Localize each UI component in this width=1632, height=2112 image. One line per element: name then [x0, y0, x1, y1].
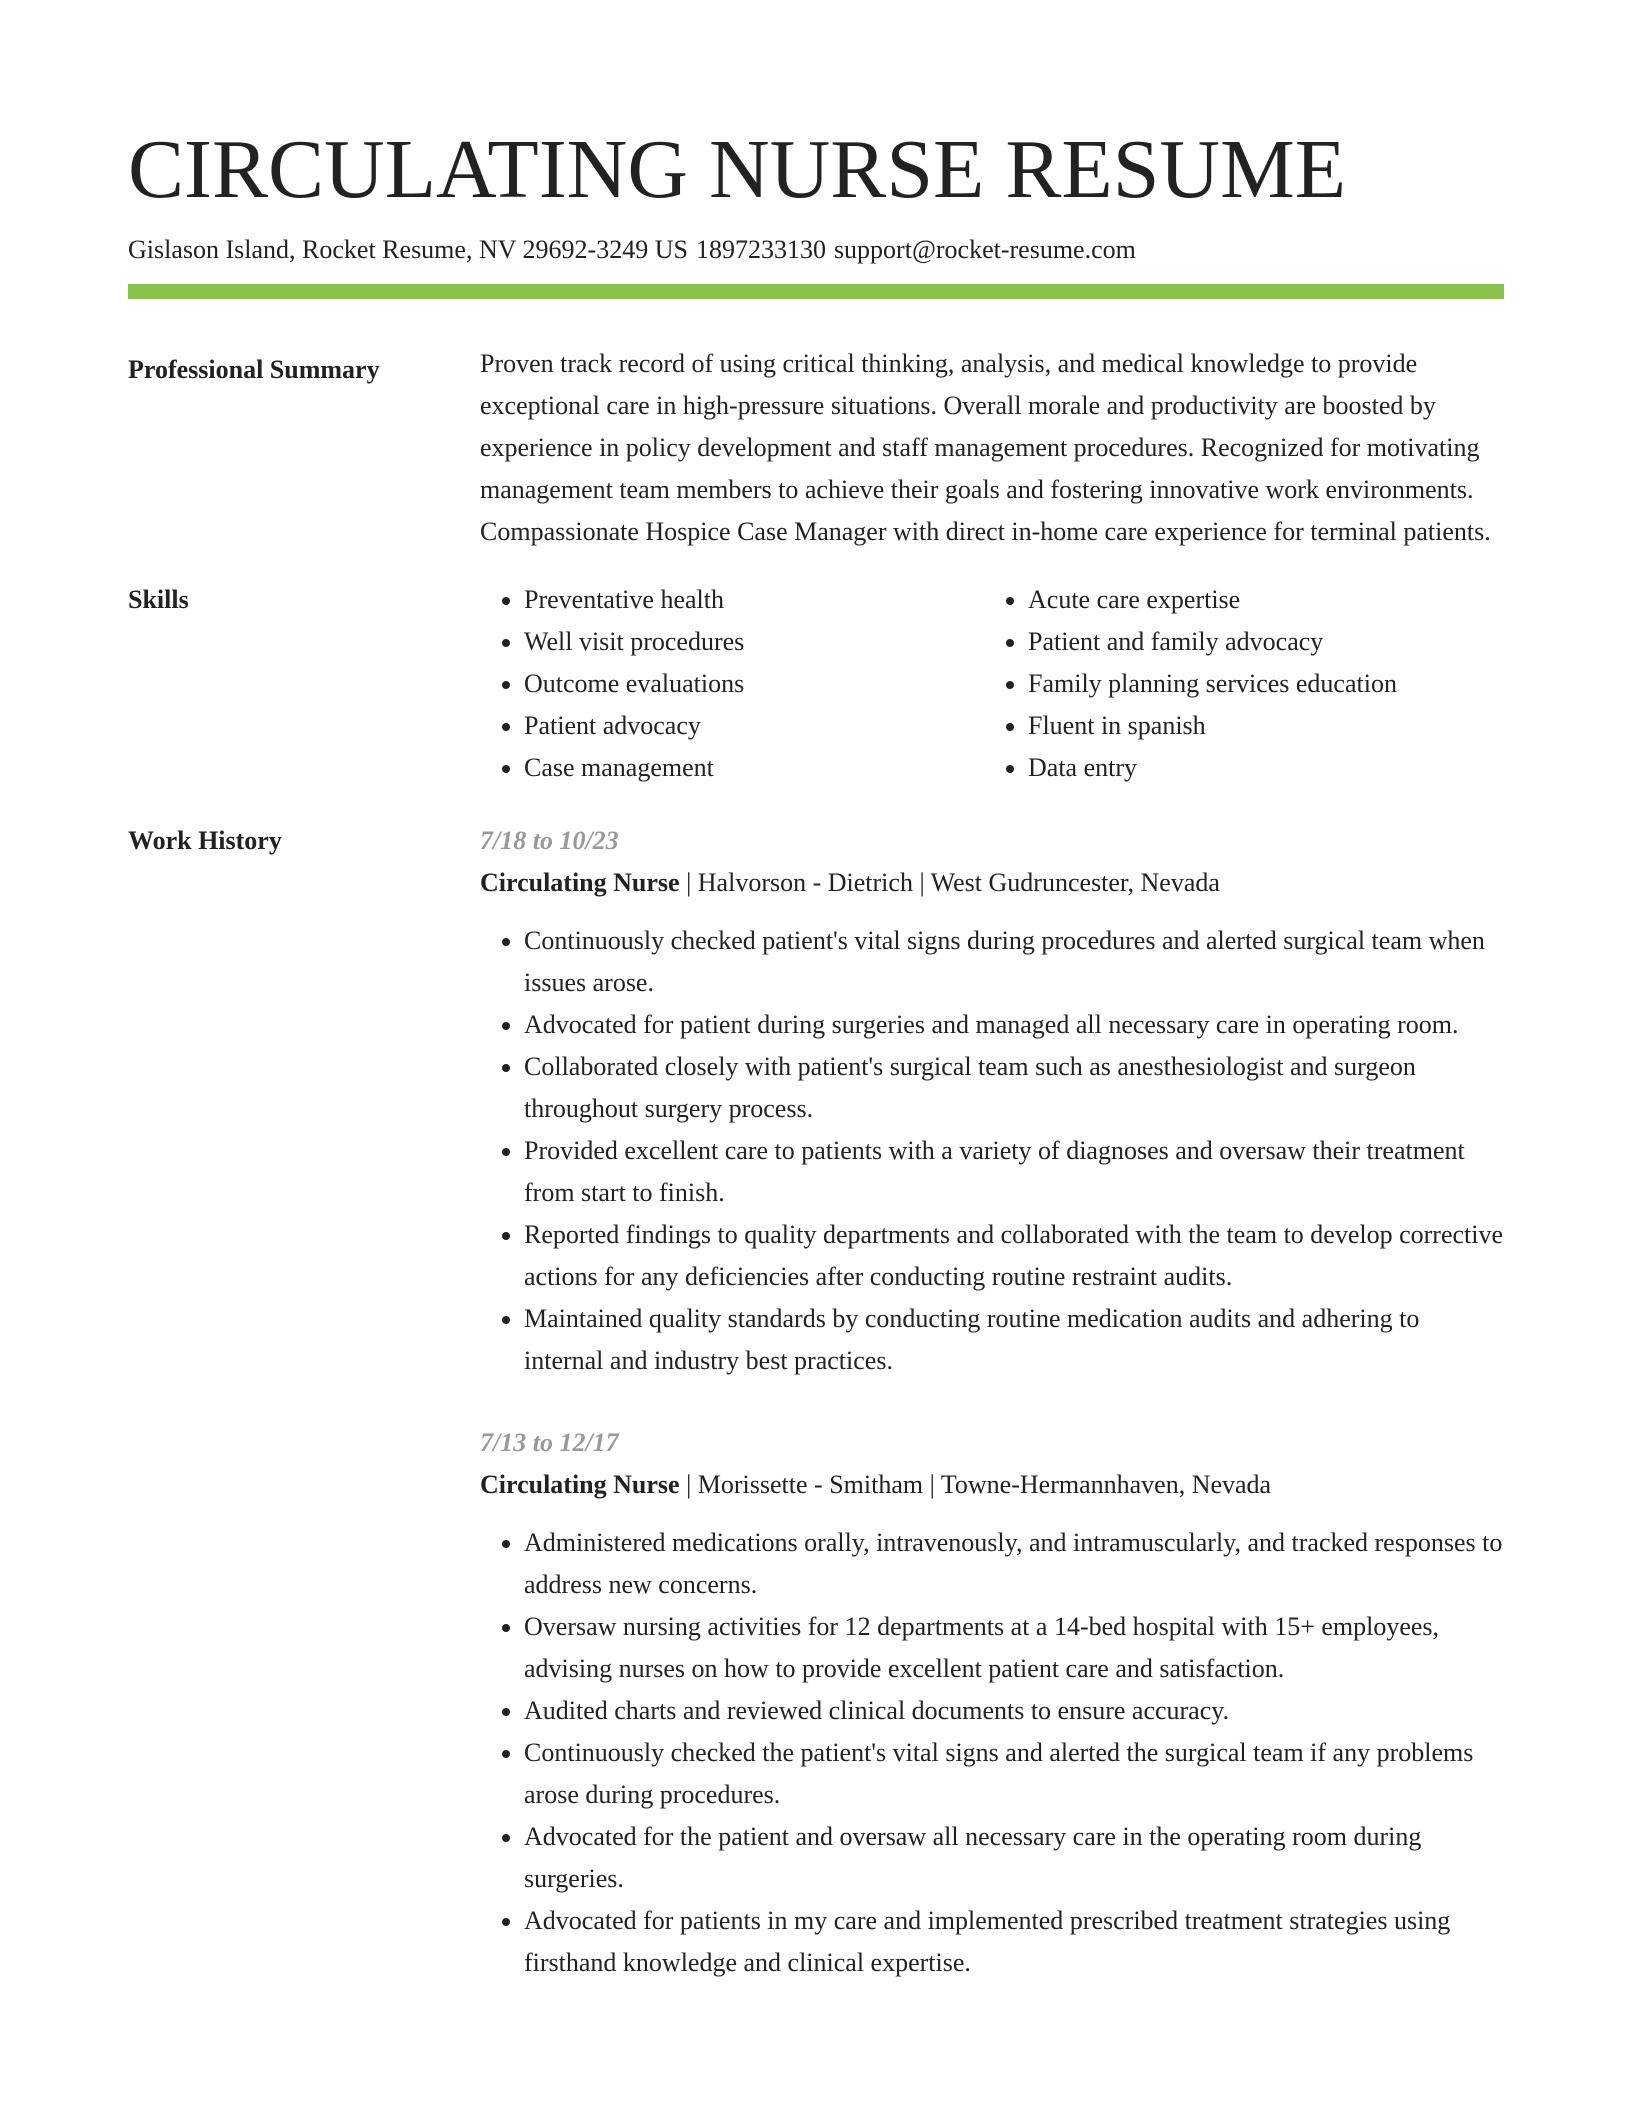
skills-list-right [984, 579, 1488, 789]
skills-list-left [480, 579, 984, 789]
contact-line [128, 232, 1504, 268]
job-bullet: • Collaborated closely with patient's surgical team such as anesthesiologist and surgeon throughout surgery process. [524, 1046, 1504, 1130]
job-bullet: • Advocated for patients in my care and implemented prescribed treatment strategies using firsthand knowledge and clinical expertise. [524, 1900, 1504, 1984]
work-history-section [128, 820, 1504, 2024]
job-heading [480, 862, 1504, 904]
skill-item: • Family planning services education [1028, 663, 1488, 705]
skill-item: • Case management [524, 747, 984, 789]
work-history-heading: Work History [128, 826, 282, 855]
resume-page [128, 118, 1504, 2024]
skill-item: • Outcome evaluations [524, 663, 984, 705]
job-entry [480, 820, 1504, 1382]
summary-section [128, 349, 1504, 553]
job-employer-location: | Morissette - Smitham | Towne-Hermannhaven, Nevada [679, 1470, 1272, 1499]
skill-item: • Patient advocacy [524, 705, 984, 747]
job-role: Circulating Nurse [480, 868, 680, 897]
skills-section [128, 579, 1504, 789]
job-heading [480, 1464, 1504, 1506]
summary-heading: Professional Summary [128, 355, 380, 384]
job-bullet: • Advocated for patient during surgeries and managed all necessary care in operating room. [524, 1004, 1504, 1046]
skill-item: • Well visit procedures [524, 621, 984, 663]
skills-heading: Skills [128, 585, 189, 614]
job-role: Circulating Nurse [480, 1470, 680, 1499]
skill-item: • Fluent in spanish [1028, 705, 1488, 747]
job-dates: 7/18 to 10/23 [480, 826, 619, 855]
skill-item: • Preventative health [524, 579, 984, 621]
job-bullet: • Continuously checked patient's vital signs during procedures and alerted surgical team when issues arose. [524, 920, 1504, 1004]
job-bullets [480, 920, 1504, 1382]
job-bullet: • Advocated for the patient and oversaw all necessary care in the operating room during surgeries. [524, 1816, 1504, 1900]
job-bullet: • Provided excellent care to patients with a variety of diagnoses and oversaw their treatment from start to finish. [524, 1130, 1504, 1214]
resume-title: CIRCULATING NURSE RESUME [128, 123, 1347, 216]
job-bullet: • Maintained quality standards by conducting routine medication audits and adhering to internal and industry best practices. [524, 1298, 1504, 1382]
job-bullet: • Audited charts and reviewed clinical documents to ensure accuracy. [524, 1690, 1504, 1732]
job-bullet: • Continuously checked the patient's vital signs and alerted the surgical team if any problems arose during procedures. [524, 1732, 1504, 1816]
skill-item: • Patient and family advocacy [1028, 621, 1488, 663]
job-dates: 7/13 to 12/17 [480, 1428, 619, 1457]
job-bullet: • Reported findings to quality departments and collaborated with the team to develop corrective actions for any deficiencies after conducting routine restraint audits. [524, 1214, 1504, 1298]
skill-item: • Data entry [1028, 747, 1488, 789]
contact-email: support@rocket-resume.com [833, 235, 1136, 264]
contact-address: Gislason Island, Rocket Resume, NV 29692-3249 US [128, 235, 688, 264]
contact-phone: 1897233130 [695, 235, 826, 264]
job-entry [480, 1422, 1504, 1984]
skill-item: • Acute care expertise [1028, 579, 1488, 621]
job-employer-location: | Halvorson - Dietrich | West Gudruncester, Nevada [679, 868, 1220, 897]
job-bullet: • Oversaw nursing activities for 12 departments at a 14-bed hospital with 15+ employees, advising nurses on how to provide excellent patient care and satisfaction. [524, 1606, 1504, 1690]
job-bullet: • Administered medications orally, intravenously, and intramuscularly, and tracked responses to address new concerns. [524, 1522, 1504, 1606]
header-divider [128, 284, 1504, 299]
summary-text: Proven track record of using critical thinking, analysis, and medical knowledge to provide exceptional care in high-pressure situations. Overall morale and productivity are boosted by experience in policy development and staff management procedures. Recognized for motivating management team members to achieve their goals and fostering innovative work environments. Compassionate Hospice Case Manager with direct in-home care experience for terminal patients. [480, 349, 1491, 546]
job-bullets [480, 1522, 1504, 1984]
